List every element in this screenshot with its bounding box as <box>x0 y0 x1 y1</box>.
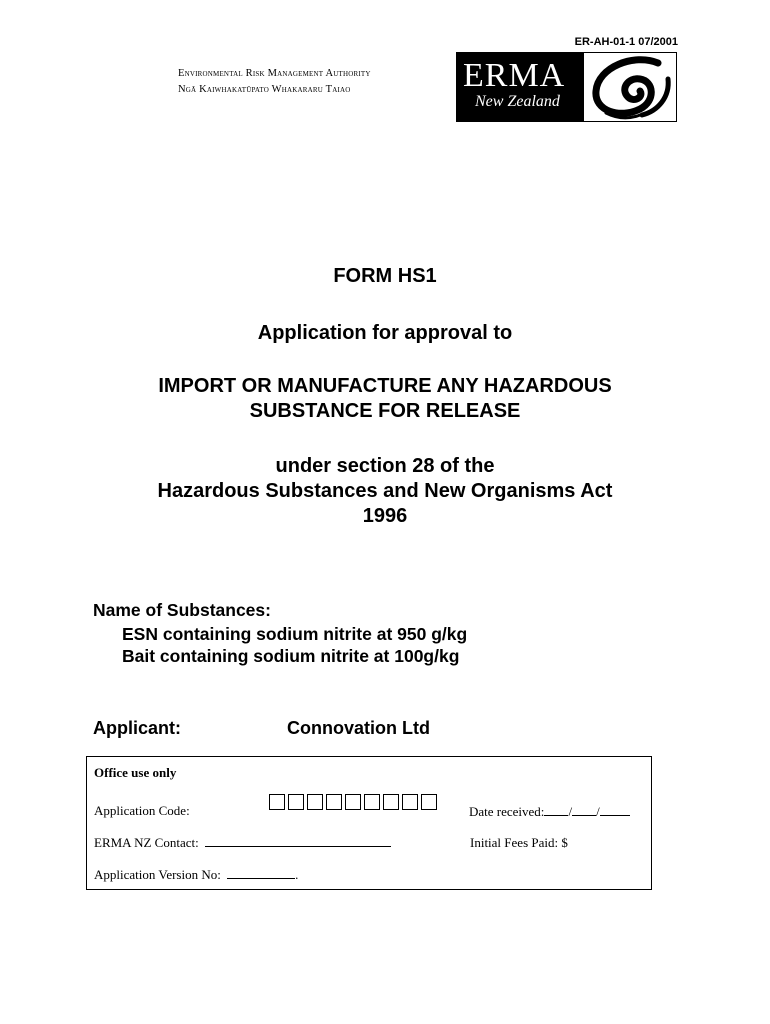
code-box[interactable] <box>421 794 437 810</box>
date-received-label: Date received: <box>469 804 545 819</box>
initial-fees-label: Initial Fees Paid: $ <box>470 835 568 850</box>
code-box[interactable] <box>402 794 418 810</box>
office-use-title: Office use only <box>94 765 177 780</box>
code-box[interactable] <box>288 794 304 810</box>
version-suffix: . <box>295 867 299 882</box>
code-box[interactable] <box>364 794 380 810</box>
code-box[interactable] <box>326 794 342 810</box>
erma-logo <box>456 52 677 122</box>
substances-label: Name of Substances: <box>93 600 271 620</box>
authority-name <box>178 66 371 98</box>
authority-name-maori: Ngā Kaiwhakatūpato Whakararu Taiao <box>178 84 351 95</box>
form-code: FORM HS1 <box>333 265 437 287</box>
version-label: Application Version No: <box>94 867 221 882</box>
koru-icon <box>584 53 676 121</box>
act-reference-line: 1996 <box>362 505 408 527</box>
substance-item: Bait containing sodium nitrite at 100g/kg <box>122 646 460 666</box>
code-box[interactable] <box>383 794 399 810</box>
act-reference-line: under section 28 of the <box>275 455 495 477</box>
substance-item: ESN containing sodium nitrite at 950 g/kg <box>122 624 468 644</box>
version-row <box>94 866 298 883</box>
import-title-line: SUBSTANCE FOR RELEASE <box>249 400 521 422</box>
document-reference: ER-AH-01-1 07/2001 <box>574 36 678 48</box>
substances-list <box>122 623 467 667</box>
act-reference-line: Hazardous Substances and New Organisms Act <box>157 480 613 502</box>
version-field[interactable] <box>227 866 295 879</box>
act-reference <box>0 454 770 529</box>
date-year-field[interactable] <box>600 803 630 816</box>
application-heading: Application for approval to <box>257 322 513 344</box>
date-day-field[interactable] <box>544 803 568 816</box>
erma-contact-row <box>94 834 391 851</box>
erma-contact-label: ERMA NZ Contact: <box>94 835 199 850</box>
authority-name-english: Environmental Risk Management Authority <box>178 68 371 79</box>
application-code-boxes <box>269 794 437 810</box>
applicant-label: Applicant: <box>93 718 181 738</box>
logo-subtext: New Zealand <box>475 93 560 110</box>
import-title <box>0 374 770 424</box>
application-code-label: Application Code: <box>94 803 190 818</box>
code-box[interactable] <box>307 794 323 810</box>
office-use-box <box>86 756 652 890</box>
code-box[interactable] <box>269 794 285 810</box>
erma-contact-field[interactable] <box>205 834 391 847</box>
applicant-value: Connovation Ltd <box>287 718 430 738</box>
date-month-field[interactable] <box>572 803 596 816</box>
logo-text: ERMA <box>463 57 566 94</box>
code-box[interactable] <box>345 794 361 810</box>
import-title-line: IMPORT OR MANUFACTURE ANY HAZARDOUS <box>158 375 612 397</box>
date-received: Date received: / / <box>469 803 630 820</box>
